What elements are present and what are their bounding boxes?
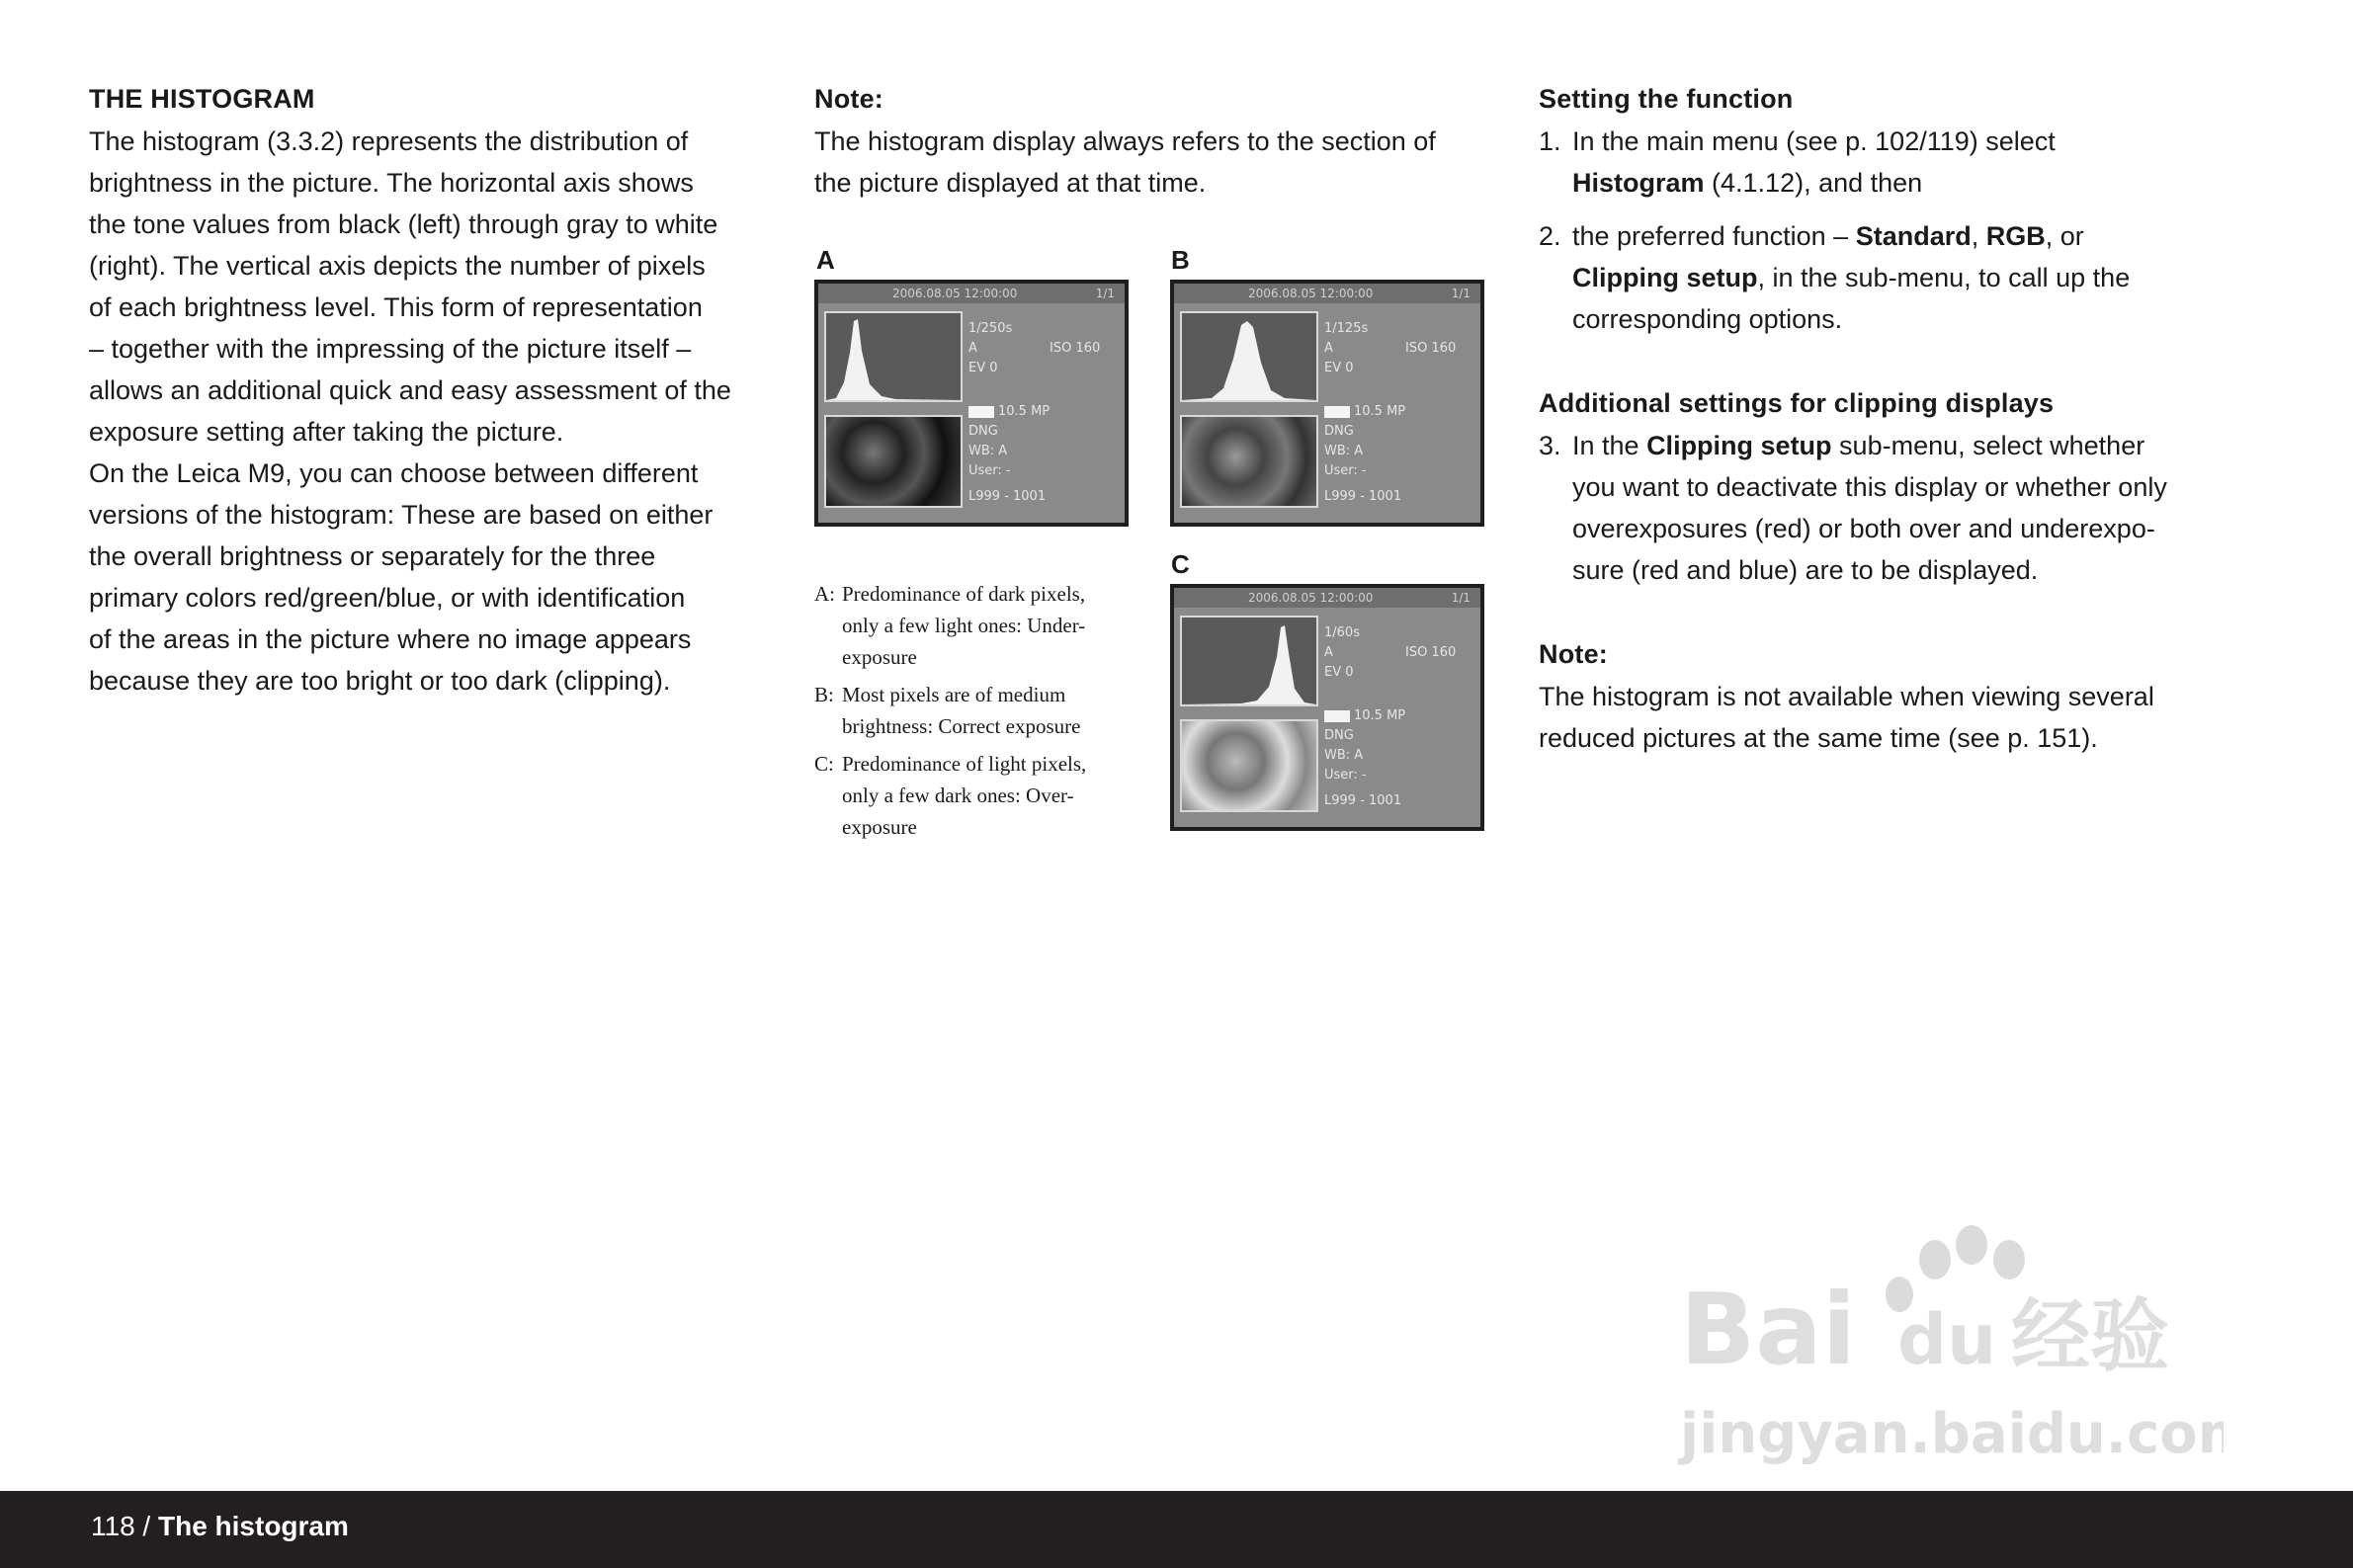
screen-datetime: 2006.08.05 12:00:00: [1248, 591, 1374, 605]
histogram-graph: [1180, 311, 1318, 402]
text-line: The histogram is not available when viewing several: [1539, 682, 2154, 711]
page-footer: [0, 1491, 2353, 1568]
menu-term: Histogram: [1572, 168, 1705, 198]
shutter-speed: 1/125s: [1324, 321, 1369, 336]
histogram-curve-overexposed: [1182, 618, 1316, 704]
exposure-mode: A: [1324, 341, 1333, 356]
step-text: In the main menu (see p. 102/119) select: [1572, 126, 2056, 156]
step-number: 1.: [1539, 126, 1561, 156]
screen-topbar: [1174, 588, 1480, 608]
text-line: (right). The vertical axis depicts the number of pixels: [89, 251, 706, 281]
text-line: of the areas in the picture where no image appears: [89, 624, 692, 654]
megapixels: 10.5 MP: [998, 404, 1050, 419]
footer-text: [91, 1511, 349, 1542]
histogram-curve-underexposed: [826, 313, 961, 400]
file-number: L999 - 1001: [1324, 489, 1402, 504]
camera-screen-c: [1170, 584, 1484, 831]
paw-icon: [1670, 1215, 2224, 1472]
screen-datetime: 2006.08.05 12:00:00: [892, 287, 1018, 300]
step-text: the preferred function –: [1572, 221, 1856, 251]
camera-screen-b: [1170, 280, 1484, 527]
step-text: ,: [1971, 221, 1986, 251]
step-text: , in the sub-menu, to call up the: [1757, 263, 2131, 292]
step-number: 3.: [1539, 431, 1561, 460]
text-line: On the Leica M9, you can choose between different: [89, 458, 699, 488]
user-profile: User: -: [1324, 463, 1367, 478]
footer-title: The histogram: [157, 1511, 349, 1541]
shutter-speed: 1/60s: [1324, 625, 1360, 640]
column-histogram-intro: [89, 77, 761, 701]
caption-line: exposure: [842, 815, 917, 839]
file-format: DNG: [1324, 728, 1354, 743]
text-line: The histogram display always refers to the section of: [814, 126, 1436, 156]
screen-page: 1/1: [1451, 591, 1471, 605]
caption-line: Most pixels are of medium: [842, 683, 1066, 706]
screen-datetime: 2006.08.05 12:00:00: [1248, 287, 1374, 300]
clipping-heading: Additional settings for clipping displays: [1539, 388, 2055, 418]
camera-screen-a: [814, 280, 1129, 527]
steps-list: [1539, 425, 2230, 591]
caption-letter: A:: [814, 582, 835, 606]
watermark-cn: 经验: [2011, 1290, 2169, 1382]
file-number: L999 - 1001: [1324, 793, 1402, 808]
menu-term: RGB: [1985, 221, 2046, 251]
text-line: of each brightness level. This form of representation: [89, 292, 703, 322]
figure-label-c: C: [1171, 549, 1190, 579]
step-text: In the: [1572, 431, 1647, 460]
list-item: [1539, 425, 2230, 591]
caption-line: Predominance of dark pixels,: [842, 582, 1086, 606]
megapixels: 10.5 MP: [1354, 404, 1406, 419]
white-balance: WB: A: [1324, 748, 1364, 763]
menu-term: Clipping setup: [1572, 263, 1758, 292]
text-line: allows an additional quick and easy assessment of the: [89, 375, 731, 405]
caption-c: [814, 748, 1140, 843]
steps-list: [1539, 121, 2230, 340]
megapixels: 10.5 MP: [1354, 708, 1406, 723]
ev-value: EV 0: [1324, 361, 1354, 375]
note-paragraph: [814, 121, 1486, 204]
resolution-indicator: [968, 406, 994, 418]
column-setting-function: [1539, 77, 2230, 759]
user-profile: User: -: [1324, 768, 1367, 783]
caption-letter: B:: [814, 683, 834, 706]
text-line: the tone values from black (left) through gray to white: [89, 209, 718, 239]
caption-b: [814, 679, 1140, 742]
photo-thumbnail: [1180, 415, 1318, 508]
caption-a: [814, 578, 1140, 673]
text-line: because they are too bright or too dark (clipping).: [89, 666, 671, 696]
user-profile: User: -: [968, 463, 1011, 478]
histogram-graph: [1180, 616, 1318, 706]
text-line: brightness in the picture. The horizontal axis shows: [89, 168, 694, 198]
resolution-indicator: [1324, 406, 1350, 418]
photo-thumbnail: [1180, 719, 1318, 812]
text-line: reduced pictures at the same time (see p. 151).: [1539, 723, 2098, 753]
exposure-mode: A: [968, 341, 977, 356]
step-text: sure (red and blue) are to be displayed.: [1572, 555, 2039, 585]
section-heading: THE HISTOGRAM: [89, 84, 315, 114]
step-text: overexposures (red) or both over and underexpo-: [1572, 514, 2155, 543]
photo-thumbnail: [824, 415, 963, 508]
step-text: corresponding options.: [1572, 304, 1843, 334]
menu-term: Clipping setup: [1646, 431, 1832, 460]
white-balance: WB: A: [968, 444, 1008, 458]
note-heading: Note:: [1539, 639, 1608, 669]
caption-line: only a few dark ones: Over-: [842, 784, 1074, 807]
shutter-speed: 1/250s: [968, 321, 1013, 336]
text-line: the picture displayed at that time.: [814, 168, 1207, 198]
screen-page: 1/1: [1451, 287, 1471, 300]
file-format: DNG: [1324, 424, 1354, 439]
iso-value: ISO 160: [1050, 341, 1101, 356]
iso-value: ISO 160: [1405, 645, 1457, 660]
list-item: [1539, 215, 2230, 340]
iso-value: ISO 160: [1405, 341, 1457, 356]
caption-letter: C:: [814, 752, 834, 776]
menu-term: Standard: [1855, 221, 1972, 251]
text-line: The histogram (3.3.2) represents the distribution of: [89, 126, 689, 156]
watermark-brand-du: du: [1897, 1299, 1996, 1380]
step-text: , or: [2045, 221, 2084, 251]
white-balance: WB: A: [1324, 444, 1364, 458]
histogram-graph: [824, 311, 963, 402]
figure-label-a: A: [816, 245, 835, 275]
page-number: 118 /: [91, 1511, 158, 1541]
caption-line: Predominance of light pixels,: [842, 752, 1087, 776]
caption-line: exposure: [842, 645, 917, 669]
column-note: [814, 77, 1486, 204]
note-paragraph: [1539, 676, 2230, 759]
setting-heading: Setting the function: [1539, 84, 1794, 114]
text-line: – together with the impressing of the picture itself –: [89, 334, 692, 364]
list-item: [1539, 121, 2230, 204]
step-text: sub-menu, select whether: [1831, 431, 2145, 460]
watermark-url: jingyan.baidu.com: [1680, 1402, 2224, 1466]
figure-label-b: B: [1171, 245, 1190, 275]
caption-line: brightness: Correct exposure: [842, 714, 1081, 738]
text-line: exposure setting after taking the picture.: [89, 417, 564, 447]
note-heading: Note:: [814, 84, 883, 114]
step-text: (4.1.12), and then: [1704, 168, 1923, 198]
intro-paragraph: [89, 121, 761, 701]
step-number: 2.: [1539, 221, 1561, 251]
text-line: versions of the histogram: These are based on either: [89, 500, 714, 530]
baidu-watermark: [1670, 1215, 2224, 1472]
step-text: you want to deactivate this display or whether only: [1572, 472, 2167, 502]
file-number: L999 - 1001: [968, 489, 1047, 504]
screen-page: 1/1: [1095, 287, 1115, 300]
caption-line: only a few light ones: Under-: [842, 614, 1086, 637]
ev-value: EV 0: [968, 361, 998, 375]
ev-value: EV 0: [1324, 665, 1354, 680]
screen-topbar: [818, 284, 1125, 303]
exposure-mode: A: [1324, 645, 1333, 660]
resolution-indicator: [1324, 710, 1350, 722]
watermark-brand: Bai: [1680, 1272, 1856, 1387]
text-line: primary colors red/green/blue, or with identification: [89, 583, 686, 613]
text-line: the overall brightness or separately for the three: [89, 541, 656, 571]
histogram-curve-correct: [1182, 313, 1316, 400]
screen-topbar: [1174, 284, 1480, 303]
figure-captions: [814, 578, 1140, 849]
file-format: DNG: [968, 424, 998, 439]
